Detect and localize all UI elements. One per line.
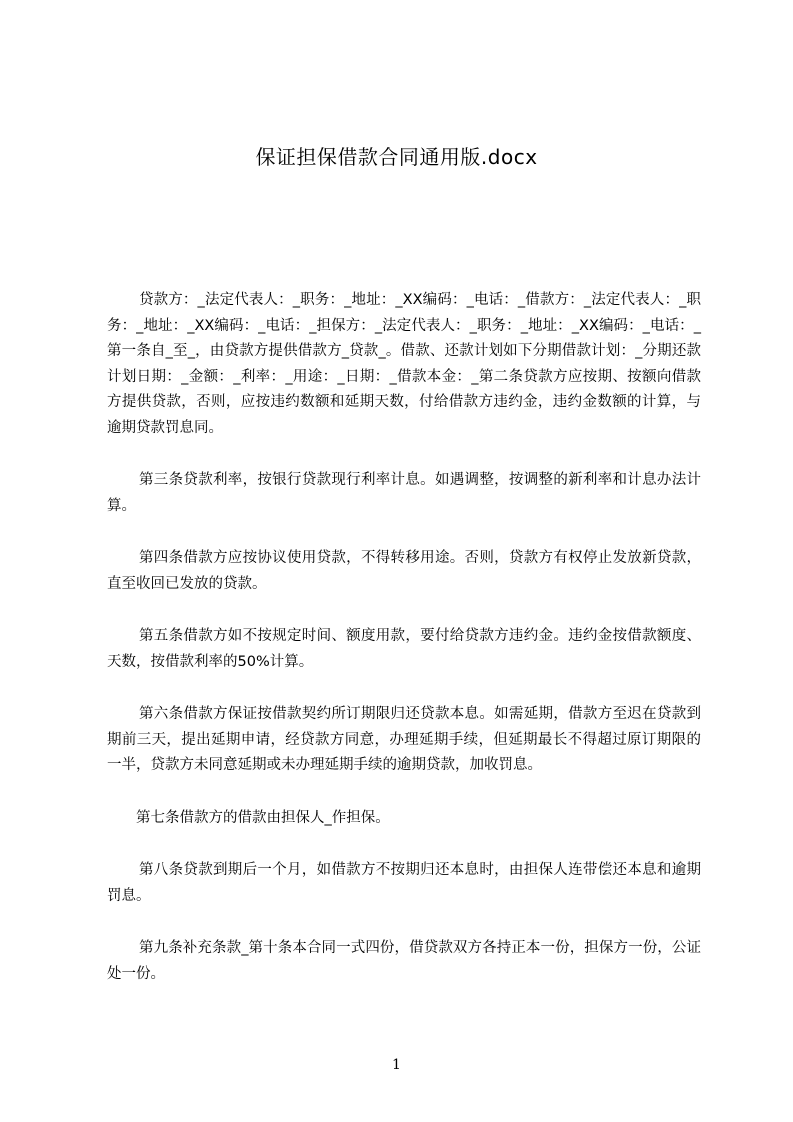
document-body	[107, 288, 701, 1014]
paragraph-article-9: 第九条补充条款_第十条本合同一式四份，借贷款双方各持正本一份，担保方一份，公证处一份。	[107, 940, 701, 982]
paragraph-parties: 贷款方：_法定代表人：_职务：_地址：_XX编码：_电话：_借款方：_法定代表人：_职务：_地址：_XX编码：_电话：_担保方：_法定代表人：_职务：_地址：_XX编码：_电话：_第一条自_至_，由贷款方提供借款方_贷款_。借款、还款计划如下分期借款计划：_分期还款计划日期：_金额：_利率：_用途：_日期：_借款本金：_第二条贷款方应按期、按额向借款方提供贷款，否则，应按违约数额和延期天数，付给借款方违约金，违约金数额的计算，与逾期贷款罚息同。	[107, 292, 701, 436]
document-title: 保证担保借款合同通用版.docx	[255, 145, 538, 169]
paragraph-article-7: 第七条借款方的借款由担保人_作担保。	[136, 809, 390, 826]
paragraph-article-6: 第六条借款方保证按借款契约所订期限归还贷款本息。如需延期，借款方至迟在贷款到期前三天，提出延期申请，经贷款方同意，办理延期手续，但延期最长不得超过原订期限的一半，贷款方未同意延期或未办理延期手续的逾期贷款，加收罚息。	[107, 706, 701, 773]
paragraph-article-8: 第八条贷款到期后一个月，如借款方不按期归还本息时，由担保人连带偿还本息和逾期罚息。	[107, 862, 701, 904]
paragraph-article-3: 第三条贷款利率，按银行贷款现行利率计息。如遇调整，按调整的新利率和计息办法计算。	[107, 472, 701, 514]
paragraph-article-4: 第四条借款方应按协议使用贷款，不得转移用途。否则，贷款方有权停止发放新贷款，直至收回已发放的贷款。	[107, 550, 701, 592]
paragraph-article-5: 第五条借款方如不按规定时间、额度用款，要付给贷款方违约金。违约金按借款额度、天数，按借款利率的50%计算。	[107, 628, 701, 670]
page-number: 1	[392, 1057, 401, 1073]
